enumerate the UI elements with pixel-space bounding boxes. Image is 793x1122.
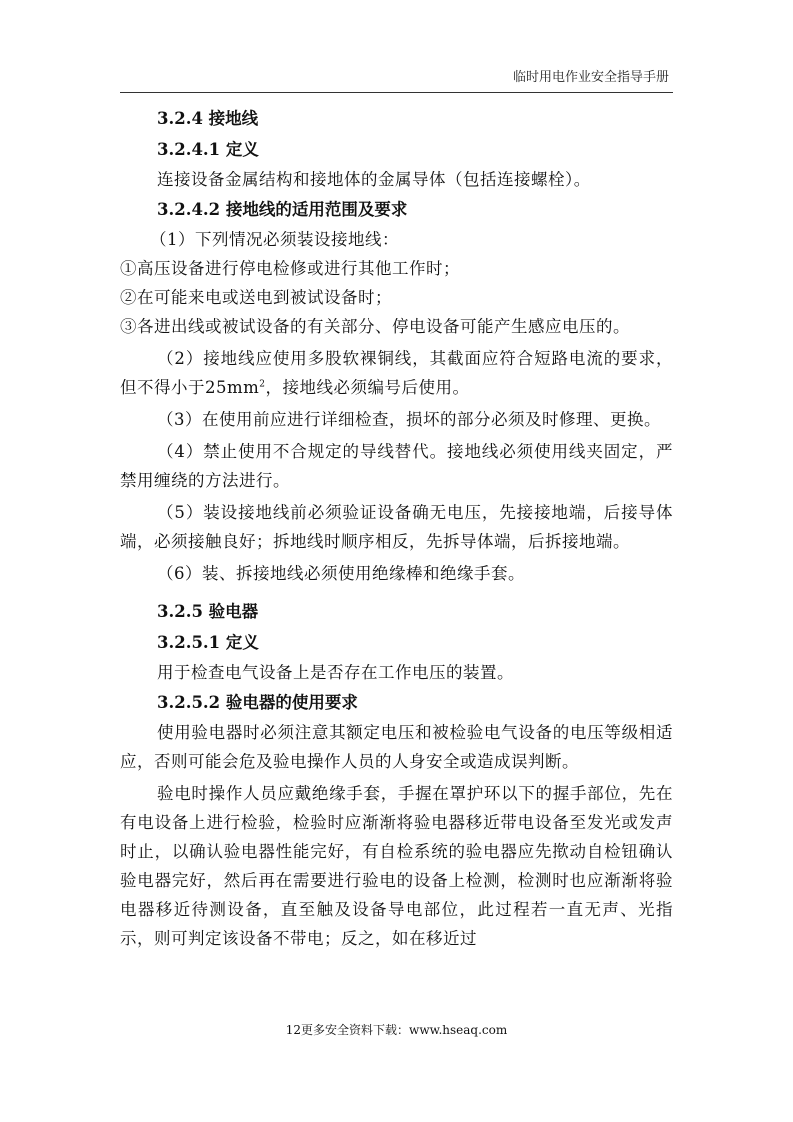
- subsection-heading-3-2-5-2: 3.2.5.2 验电器的使用要求: [157, 693, 358, 712]
- list-item: ①高压设备进行停电检修或进行其他工作时；: [120, 259, 460, 278]
- paragraph: 使用验电器时必须注意其额定电压和被检验电气设备的电压等级相适应，否则可能会危及验电操作人员的人身安全或造成误判断。: [120, 723, 673, 771]
- running-header: 临时用电作业安全指导手册: [512, 70, 669, 85]
- page-number: 12: [285, 1023, 302, 1037]
- text-run: ，接地线必须编号后使用。: [265, 378, 470, 397]
- document-body: [120, 103, 673, 953]
- list-item: （3）在使用前应进行详细检查，损坏的部分必须及时修理、更换。: [157, 410, 661, 429]
- section-heading-3-2-5: 3.2.5 验电器: [157, 602, 259, 621]
- footer-text: 更多安全资料下载：www.hseaq.com: [301, 1023, 508, 1037]
- list-item: ③各进出线或被试设备的有关部分、停电设备可能产生感应电压的。: [120, 317, 630, 336]
- text-run: （2）接地线应使用多股软裸铜线，其截面应符合短路电流的要求，但不得小于25mm: [120, 349, 673, 397]
- list-item: ②在可能来电或送电到被试设备时；: [120, 288, 392, 307]
- subsection-heading-3-2-5-1: 3.2.5.1 定义: [157, 633, 259, 652]
- paragraph: 连接设备金属结构和接地体的金属导体（包括连接螺栓）。: [157, 170, 591, 189]
- section-heading-3-2-4: 3.2.4 接地线: [157, 109, 259, 128]
- subsection-heading-3-2-4-2: 3.2.4.2 接地线的适用范围及要求: [157, 200, 408, 219]
- superscript: 2: [259, 379, 266, 390]
- list-item: （1）下列情况必须装设接地线：: [150, 230, 399, 249]
- paragraph: 验电时操作人员应戴绝缘手套，手握在罩护环以下的握手部位，先在有电设备上进行检验，检验时应渐渐将验电器移近带电设备至发光或发声时止，以确认验电器性能完好，有自检系统的验电器应先揿动自检钮确认验电器完好，然后再在需要进行验电的设备上检测，检测时也应渐渐将验电器移近待测设备，直至触及设备导电部位，此过程若一直无声、光指示，则可判定该设备不带电；反之，如在移近过: [120, 784, 673, 948]
- list-item: （4）禁止使用不合规定的导线替代。接地线必须使用线夹固定，严禁用缠绕的方法进行。: [120, 442, 673, 490]
- page-footer: [0, 1021, 793, 1038]
- paragraph: 用于检查电气设备上是否存在工作电压的装置。: [157, 663, 514, 682]
- header-divider: [120, 92, 673, 93]
- subsection-heading-3-2-4-1: 3.2.4.1 定义: [157, 140, 259, 159]
- list-item: （5）装设接地线前必须验证设备确无电压，先接接地端，后接导体端，必须接触良好；拆地线时顺序相反，先拆导体端，后拆接地端。: [120, 503, 673, 551]
- list-item: [120, 344, 673, 402]
- list-item: （6）装、拆接地线必须使用绝缘棒和绝缘手套。: [157, 564, 525, 583]
